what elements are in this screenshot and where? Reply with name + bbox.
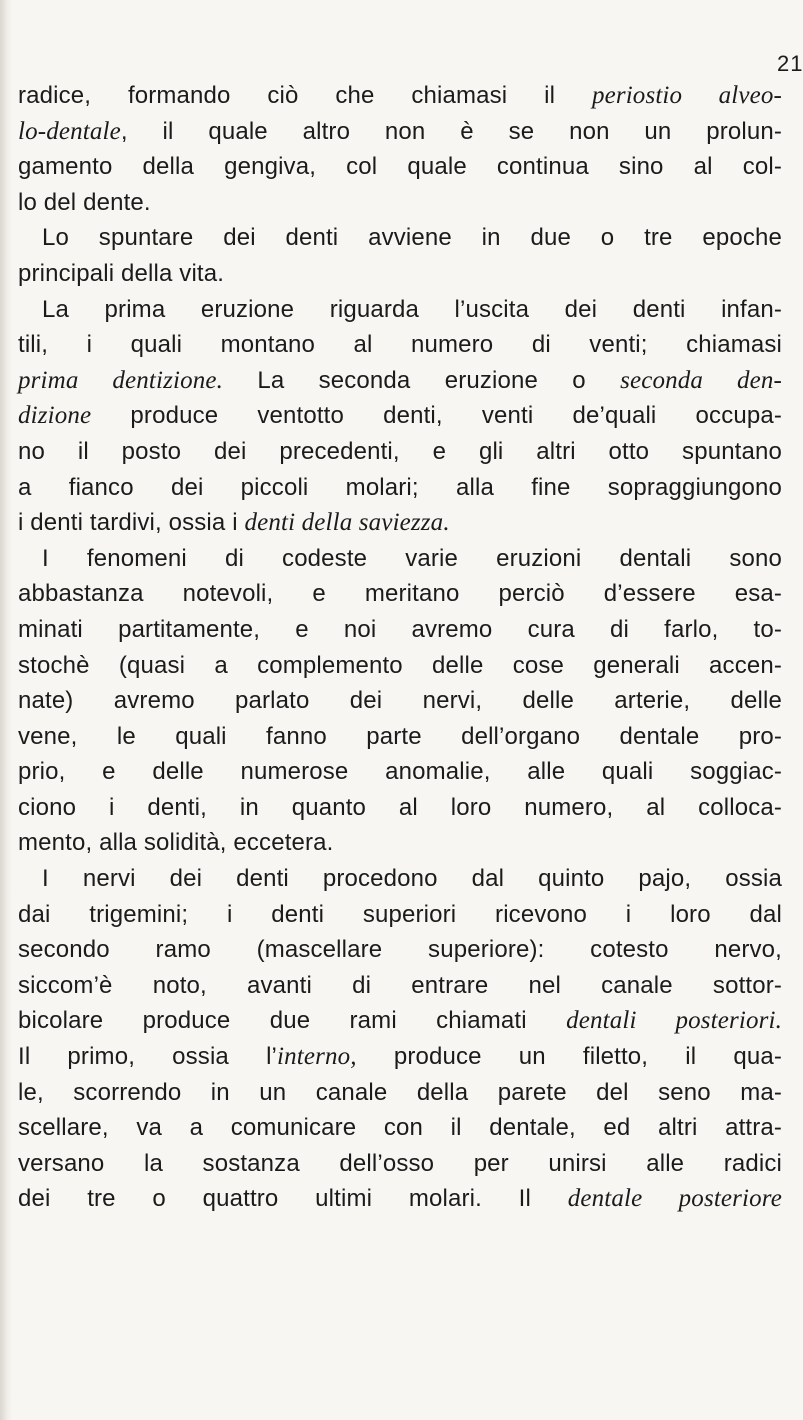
text-line: nate) avremo parlato dei nervi, delle arterie, delle (18, 687, 782, 715)
text-line: scellare, va a comunicare con il dentale, ed altri attra- (18, 1114, 782, 1142)
text-line: a fianco dei piccoli molari; alla fine sopraggiungono (18, 473, 782, 501)
text-line: dizione produce ventotto denti, venti de’quali occupa- (18, 402, 782, 430)
text-line: La prima eruzione riguarda l’uscita dei denti infan- (42, 295, 782, 323)
page-gutter-shadow (0, 0, 12, 1420)
text-line: versano la sostanza dell’osso per unirsi alle radici (18, 1149, 782, 1177)
text-line: siccom’è noto, avanti di entrare nel canale sottor- (18, 971, 782, 999)
text-line: vene, le quali fanno parte dell’organo dentale pro- (18, 722, 782, 750)
text-line: bicolare produce due rami chiamati dentali posteriori. (18, 1007, 782, 1035)
text-line: prima dentizione. La seconda eruzione o seconda den- (18, 366, 782, 394)
text-line: le, scorrendo in un canale della parete del seno ma- (18, 1078, 782, 1106)
text-line: abbastanza notevoli, e meritano perciò d’essere esa- (18, 580, 782, 608)
text-line: ciono i denti, in quanto al loro numero, al colloca- (18, 793, 782, 821)
text-line: radice, formando ciò che chiamasi il periostio alveo- (18, 82, 782, 109)
text-line: lo del dente. (18, 188, 151, 216)
text-line: i denti tardivi, ossia i denti della saviezza. (18, 509, 450, 537)
text-line: lo-dentale, il quale altro non è se non un prolun- (18, 117, 782, 145)
text-line: I nervi dei denti procedono dal quinto pajo, ossia (42, 865, 782, 893)
text-line: Il primo, ossia l’interno, produce un filetto, il qua- (18, 1043, 782, 1071)
text-line: Lo spuntare dei denti avviene in due o tre epoche (42, 224, 782, 252)
page-number: 21 (777, 51, 803, 76)
body-text (18, 78, 782, 1217)
text-line: principali della vita. (18, 259, 225, 287)
text-line: gamento della gengiva, col quale continua sino al col- (18, 153, 782, 181)
text-line: secondo ramo (mascellare superiore): cotesto nervo, (18, 936, 782, 964)
text-line: tili, i quali montano al numero di venti; chiamasi (18, 331, 782, 359)
text-line: dai trigemini; i denti superiori ricevono i loro dal (18, 900, 782, 928)
text-line: no il posto dei precedenti, e gli altri otto spuntano (18, 437, 782, 465)
text-line: minati partitamente, e noi avremo cura di farlo, to- (18, 615, 782, 643)
text-line: stochè (quasi a complemento delle cose generali accen- (18, 651, 782, 679)
text-line: I fenomeni di codeste varie eruzioni dentali sono (42, 544, 782, 572)
text-line: dei tre o quattro ultimi molari. Il dentale posteriore (18, 1185, 782, 1213)
text-line: mento, alla solidità, eccetera. (18, 829, 334, 857)
text-line: prio, e delle numerose anomalie, alle quali soggiac- (18, 758, 782, 786)
